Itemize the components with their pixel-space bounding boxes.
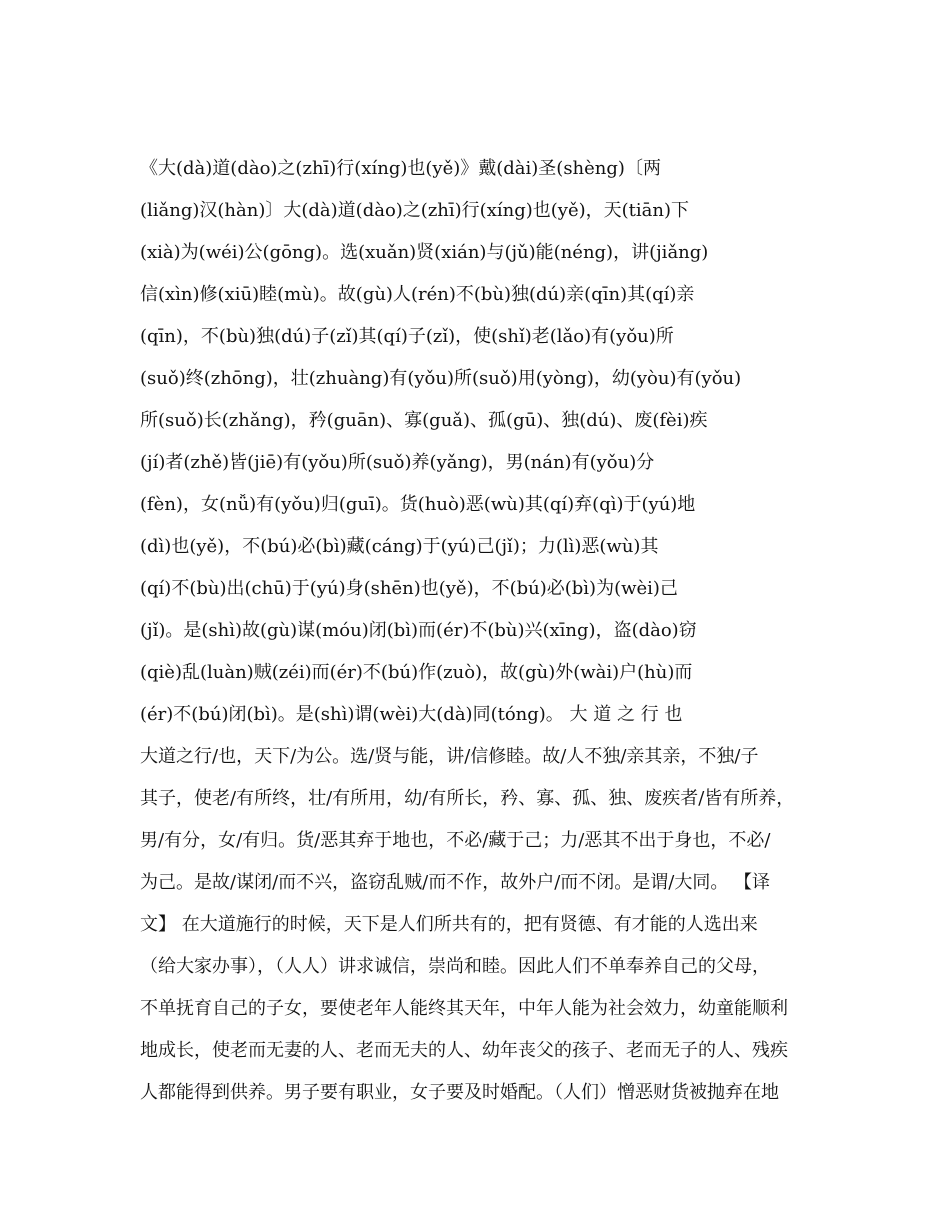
text-line: 文】 在大道施行的时候，天下是人们所共有的，把有贤德、有才能的人选出来 xyxy=(140,914,758,935)
text-line: 《大(dà)道(dào)之(zhī)行(xíng)也(yě)》戴(dài)圣(shèng)〔两 xyxy=(140,158,661,179)
text-line: (qīn)，不(bù)独(dú)子(zǐ)其(qí)子(zǐ)，使(shǐ)老(lǎo)有(yǒu)所 xyxy=(140,326,674,347)
text-line: 为己。是故/谋闭/而不兴，盗窃乱贼/而不作，故外户/而不闭。是谓/大同。 【译 xyxy=(140,872,771,893)
text-line: (qiè)乱(luàn)贼(zéi)而(ér)不(bú)作(zuò)，故(gù)外(wài)户(hù)而 xyxy=(140,662,693,683)
text-line: (xià)为(wéi)公(gōng)。选(xuǎn)贤(xián)与(jǔ)能(néng)，讲(jiǎng) xyxy=(140,242,709,263)
text-line: (dì)也(yě)，不(bú)必(bì)藏(cáng)于(yú)己(jǐ)；力(lì)恶(wù)其 xyxy=(140,536,659,557)
text-line: (suǒ)终(zhōng)，壮(zhuàng)有(yǒu)所(suǒ)用(yòng)，幼(yòu)有(yǒu) xyxy=(140,368,742,389)
text-line: 信(xìn)修(xiū)睦(mù)。故(gù)人(rén)不(bù)独(dú)亲(qīn)其(qí)亲 xyxy=(140,284,695,305)
text-line: (fèn)，女(nǚ)有(yǒu)归(guī)。货(huò)恶(wù)其(qí)弃(qì)于(yú)地 xyxy=(140,494,696,515)
text-line: 男/有分，女/有归。货/恶其弃于地也，不必/藏于己；力/恶其不出于身也，不必/ xyxy=(140,830,771,851)
document-body xyxy=(140,148,830,1114)
text-line: 不单抚育自己的子女，要使老年人能终其天年，中年人能为社会效力，幼童能顺利 xyxy=(140,998,788,1019)
text-line: (qí)不(bù)出(chū)于(yú)身(shēn)也(yě)，不(bú)必(bì)为(wèi)己 xyxy=(140,578,678,599)
text-line: (ér)不(bú)闭(bì)。是(shì)谓(wèi)大(dà)同(tóng)。 大 道 之 行 也 xyxy=(140,704,683,725)
text-line: 地成长，使老而无妻的人、老而无夫的人、幼年丧父的孩子、老而无子的人、残疾 xyxy=(140,1040,788,1061)
text-line: (liǎng)汉(hàn)〕大(dà)道(dào)之(zhī)行(xíng)也(yě)，天(tiān)下 xyxy=(140,200,689,221)
text-line: (jǐ)。是(shì)故(gù)谋(móu)闭(bì)而(ér)不(bù)兴(xīng)，盗(dào)窃 xyxy=(140,620,697,641)
text-line: (jí)者(zhě)皆(jiē)有(yǒu)所(suǒ)养(yǎng)，男(nán)有(yǒu)分 xyxy=(140,452,655,473)
text-line: （给大家办事），（人人）讲求诚信，崇尚和睦。因此人们不单奉养自己的父母， xyxy=(140,956,770,977)
text-line: 所(suǒ)长(zhǎng)，矜(guān)、寡(guǎ)、孤(gū)、独(dú)、废(fèi)疾 xyxy=(140,410,708,431)
text-line: 人都能得到供养。男子要有职业，女子要及时婚配。（人们）憎恶财货被抛弃在地 xyxy=(140,1082,779,1103)
text-line: 其子，使老/有所终，壮/有所用，幼/有所长，矜、寡、孤、独、废疾者/皆有所养， xyxy=(140,788,795,809)
text-line: 大道之行/也，天下/为公。选/贤与能，讲/信修睦。故/人不独/亲其亲，不独/子 xyxy=(140,746,759,767)
